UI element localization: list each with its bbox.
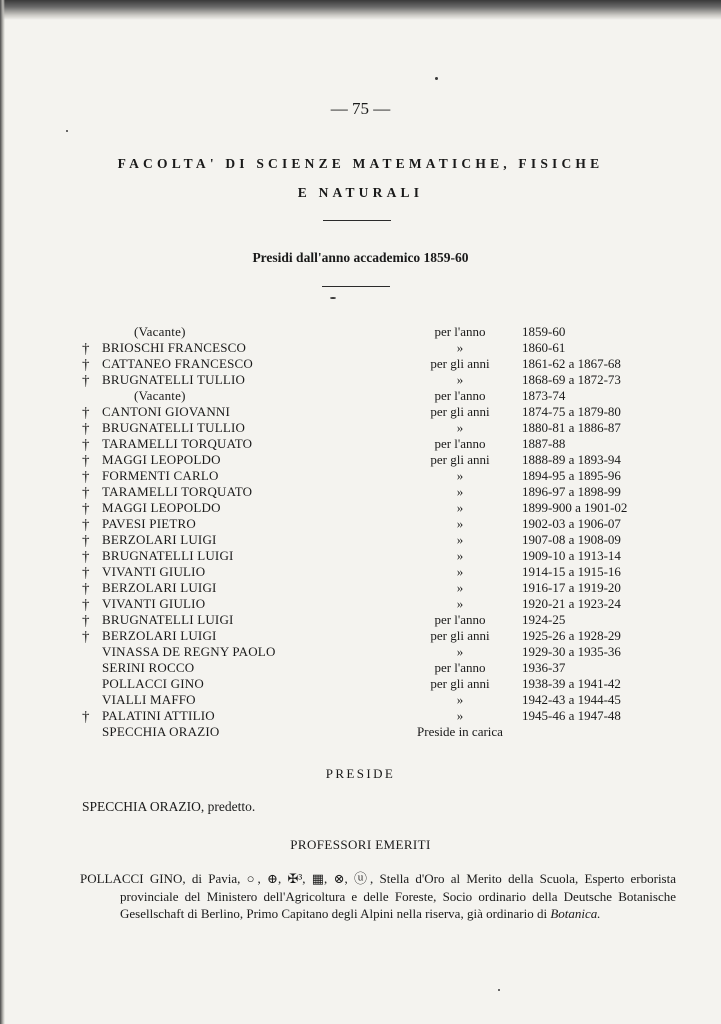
academic-years: 1907-08 a 1908-09 <box>522 532 621 547</box>
period-label: » <box>456 580 464 595</box>
presidi-row <box>70 468 670 484</box>
presidi-row <box>70 340 670 356</box>
page-number: — 75 — <box>330 99 391 118</box>
academic-years: 1860-61 <box>522 340 566 355</box>
scan-speck <box>498 989 500 991</box>
period-label: » <box>456 644 464 659</box>
presidi-row <box>70 548 670 564</box>
period-label: Preside in carica <box>417 724 503 739</box>
presidi-row <box>70 372 670 388</box>
preside-name: TARAMELLI TORQUATO <box>102 436 253 451</box>
preside-name: VIALLI MAFFO <box>102 692 196 707</box>
presidi-row <box>70 356 670 372</box>
emeritus-entry <box>80 870 676 923</box>
period-label: per l'anno <box>434 436 486 451</box>
preside-name: BERZOLARI LUIGI <box>102 532 217 547</box>
preside-name: (Vacante) <box>134 388 186 403</box>
academic-years: 1916-17 a 1919-20 <box>522 580 621 595</box>
presidi-row <box>70 580 670 596</box>
preside-name: VIVANTI GIULIO <box>102 564 206 579</box>
deceased-dagger-icon: † <box>82 469 90 485</box>
preside-name: CANTONI GIOVANNI <box>102 404 231 419</box>
period-label: per l'anno <box>434 612 486 627</box>
emeritus-entry-text: POLLACCI GINO, di Pavia, ○, ⊕, ✠³, ▦, ⊗, ⓤ, Stella d'Oro al Merito della Scuola, Esperto erborista provinciale del Ministero dell'Agricoltura e delle Foreste, Socio ordinario della Deutsche Botanische Gesellschaft di Berlino, Primo Capitano degli Alpini nella riserva, già ordinario di <box>80 871 676 921</box>
presidi-row <box>70 692 670 708</box>
presidi-row <box>70 404 670 420</box>
academic-years: 1899-900 a 1901-02 <box>522 500 628 515</box>
presidi-row <box>70 436 670 452</box>
preside-entry: SPECCHIA ORAZIO, predetto. <box>82 799 256 814</box>
preside-name: (Vacante) <box>134 324 186 339</box>
period-label: » <box>456 340 464 355</box>
emeriti-heading: PROFESSORI EMERITI <box>290 837 431 852</box>
preside-name: MAGGI LEOPOLDO <box>102 452 221 467</box>
preside-name: TARAMELLI TORQUATO <box>102 484 253 499</box>
scan-speck <box>330 297 336 299</box>
period-label: per gli anni <box>430 676 490 691</box>
deceased-dagger-icon: † <box>82 421 90 437</box>
emeritus-subject: Botanica. <box>550 906 601 921</box>
preside-name: SERINI ROCCO <box>102 660 195 675</box>
academic-years: 1938-39 a 1941-42 <box>522 676 621 691</box>
presidi-row <box>70 708 670 724</box>
preside-name: SPECCHIA ORAZIO <box>102 724 220 739</box>
academic-years: 1909-10 a 1913-14 <box>522 548 621 563</box>
period-label: per gli anni <box>430 356 490 371</box>
period-label: per gli anni <box>430 404 490 419</box>
presidi-row <box>70 420 670 436</box>
period-label: » <box>456 500 464 515</box>
presidi-row <box>70 500 670 516</box>
deceased-dagger-icon: † <box>82 405 90 421</box>
period-label: » <box>456 372 464 387</box>
deceased-dagger-icon: † <box>82 581 90 597</box>
period-label: » <box>456 468 464 483</box>
scan-speck <box>66 130 68 132</box>
presidi-row <box>70 484 670 500</box>
presidi-row <box>70 676 670 692</box>
deceased-dagger-icon: † <box>82 517 90 533</box>
period-label: per l'anno <box>434 660 486 675</box>
academic-years: 1902-03 a 1906-07 <box>522 516 621 531</box>
deceased-dagger-icon: † <box>82 597 90 613</box>
deceased-dagger-icon: † <box>82 549 90 565</box>
academic-years: 1945-46 a 1947-48 <box>522 708 621 723</box>
preside-name: BERZOLARI LUIGI <box>102 580 217 595</box>
faculty-title-line-2: E NATURALI <box>297 185 424 200</box>
page-top-edge <box>0 0 721 20</box>
academic-years: 1868-69 a 1872-73 <box>522 372 621 387</box>
period-label: » <box>456 484 464 499</box>
deceased-dagger-icon: † <box>82 485 90 501</box>
preside-heading: PRESIDE <box>325 766 396 781</box>
presidi-row <box>70 516 670 532</box>
preside-name: VINASSA DE REGNY PAOLO <box>102 644 276 659</box>
presidi-table <box>70 324 670 740</box>
academic-years: 1925-26 a 1928-29 <box>522 628 621 643</box>
period-label: » <box>456 516 464 531</box>
period-label: » <box>456 564 464 579</box>
deceased-dagger-icon: † <box>82 629 90 645</box>
academic-years: 1887-88 <box>522 436 566 451</box>
presidi-row <box>70 452 670 468</box>
deceased-dagger-icon: † <box>82 437 90 453</box>
presidi-row <box>70 628 670 644</box>
page-left-edge <box>0 0 5 1024</box>
presidi-row <box>70 596 670 612</box>
academic-years: 1914-15 a 1915-16 <box>522 564 621 579</box>
preside-name: BRUGNATELLI LUIGI <box>102 548 234 563</box>
presidi-row <box>70 612 670 628</box>
period-label: » <box>456 420 464 435</box>
academic-years: 1874-75 a 1879-80 <box>522 404 621 419</box>
presidi-row <box>70 324 670 340</box>
academic-years: 1920-21 a 1923-24 <box>522 596 621 611</box>
deceased-dagger-icon: † <box>82 453 90 469</box>
period-label: » <box>456 596 464 611</box>
period-label: » <box>456 532 464 547</box>
deceased-dagger-icon: † <box>82 613 90 629</box>
presidi-row <box>70 388 670 404</box>
presidi-row <box>70 532 670 548</box>
deceased-dagger-icon: † <box>82 565 90 581</box>
presidi-row <box>70 660 670 676</box>
academic-years: 1894-95 a 1895-96 <box>522 468 621 483</box>
preside-name: POLLACCI GINO <box>102 676 204 691</box>
preside-name: PALATINI ATTILIO <box>102 708 215 723</box>
period-label: per gli anni <box>430 628 490 643</box>
presidi-row <box>70 564 670 580</box>
period-label: per l'anno <box>434 388 486 403</box>
preside-name: MAGGI LEOPOLDO <box>102 500 221 515</box>
period-label: per gli anni <box>430 452 490 467</box>
period-label: per l'anno <box>434 324 486 339</box>
period-label: » <box>456 548 464 563</box>
academic-years: 1924-25 <box>522 612 566 627</box>
period-label: » <box>456 692 464 707</box>
preside-name: BRUGNATELLI TULLIO <box>102 372 246 387</box>
academic-years: 1936-37 <box>522 660 566 675</box>
deceased-dagger-icon: † <box>82 501 90 517</box>
academic-years: 1929-30 a 1935-36 <box>522 644 621 659</box>
presidi-row <box>70 724 670 740</box>
preside-name: VIVANTI GIULIO <box>102 596 206 611</box>
preside-name: FORMENTI CARLO <box>102 468 219 483</box>
academic-years: 1888-89 a 1893-94 <box>522 452 621 467</box>
deceased-dagger-icon: † <box>82 373 90 389</box>
deceased-dagger-icon: † <box>82 709 90 725</box>
preside-name: BRUGNATELLI LUIGI <box>102 612 234 627</box>
divider-rule <box>322 286 390 287</box>
deceased-dagger-icon: † <box>82 533 90 549</box>
presidi-row <box>70 644 670 660</box>
scan-speck <box>435 77 438 80</box>
academic-years: 1896-97 a 1898-99 <box>522 484 621 499</box>
academic-years: 1942-43 a 1944-45 <box>522 692 621 707</box>
preside-name: BRUGNATELLI TULLIO <box>102 420 246 435</box>
academic-years: 1859-60 <box>522 324 566 339</box>
presidi-heading: Presidi dall'anno accademico 1859-60 <box>252 250 469 265</box>
academic-years: 1861-62 a 1867-68 <box>522 356 621 371</box>
divider-rule <box>323 220 391 221</box>
preside-name: BERZOLARI LUIGI <box>102 628 217 643</box>
preside-name: CATTANEO FRANCESCO <box>102 356 253 371</box>
faculty-title-line-1: FACOLTA' DI SCIENZE MATEMATICHE, FISICHE <box>117 156 604 171</box>
academic-years: 1873-74 <box>522 388 566 403</box>
deceased-dagger-icon: † <box>82 357 90 373</box>
preside-name: PAVESI PIETRO <box>102 516 196 531</box>
period-label: » <box>456 708 464 723</box>
preside-name: BRIOSCHI FRANCESCO <box>102 340 247 355</box>
academic-years: 1880-81 a 1886-87 <box>522 420 621 435</box>
deceased-dagger-icon: † <box>82 341 90 357</box>
